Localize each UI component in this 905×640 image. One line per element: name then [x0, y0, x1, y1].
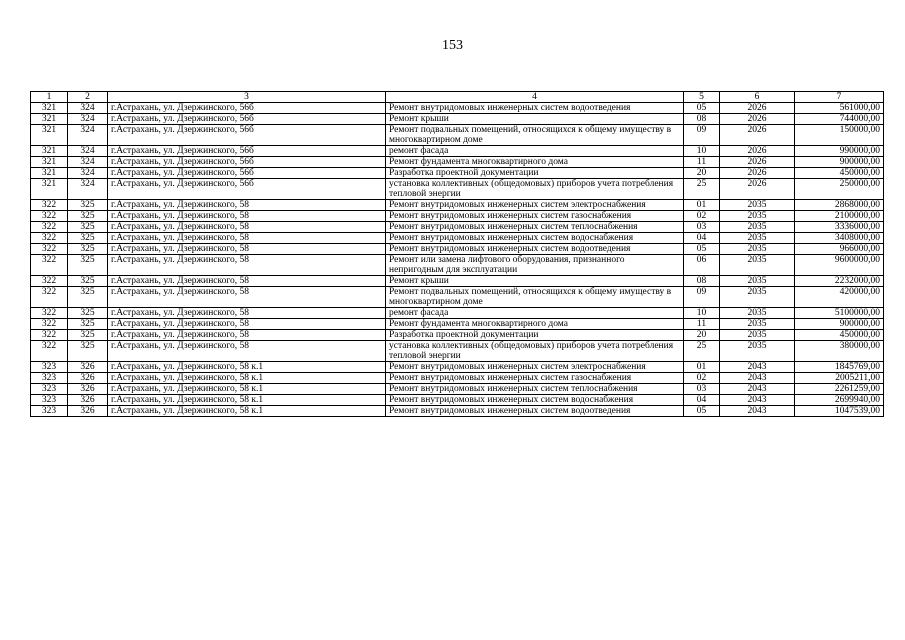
table-row — [31, 395, 884, 406]
row-index-cell: 321 — [31, 114, 68, 125]
table-row — [31, 276, 884, 287]
work-code-cell: 04 — [684, 395, 720, 406]
work-type-cell: Ремонт или замена лифтового оборудования, признанного непригодным для эксплуатации — [386, 255, 684, 276]
work-code-cell: 09 — [684, 287, 720, 308]
address-cell: г.Астрахань, ул. Дзержинского, 56б — [108, 146, 386, 157]
address-cell: г.Астрахань, ул. Дзержинского, 58 — [108, 287, 386, 308]
address-cell: г.Астрахань, ул. Дзержинского, 58 — [108, 233, 386, 244]
house-number-cell: 325 — [68, 341, 108, 362]
cost-cell: 450000,00 — [795, 168, 884, 179]
house-number-cell: 325 — [68, 233, 108, 244]
work-code-cell: 03 — [684, 384, 720, 395]
row-index-cell: 321 — [31, 168, 68, 179]
house-number-cell: 325 — [68, 255, 108, 276]
table-row — [31, 287, 884, 308]
work-code-cell: 25 — [684, 341, 720, 362]
table-row — [31, 406, 884, 417]
table-row — [31, 308, 884, 319]
address-cell: г.Астрахань, ул. Дзержинского, 58 — [108, 341, 386, 362]
house-number-cell: 325 — [68, 200, 108, 211]
year-cell: 2026 — [720, 114, 795, 125]
address-cell: г.Астрахань, ул. Дзержинского, 58 к.1 — [108, 362, 386, 373]
work-code-cell: 05 — [684, 103, 720, 114]
year-cell: 2035 — [720, 211, 795, 222]
year-cell: 2043 — [720, 395, 795, 406]
house-number-cell: 326 — [68, 406, 108, 417]
row-index-cell: 322 — [31, 200, 68, 211]
table-row — [31, 255, 884, 276]
year-cell: 2035 — [720, 330, 795, 341]
row-index-cell: 322 — [31, 330, 68, 341]
work-type-cell: Ремонт фундамента многоквартирного дома — [386, 157, 684, 168]
house-number-cell: 325 — [68, 308, 108, 319]
table-row — [31, 222, 884, 233]
year-cell: 2043 — [720, 384, 795, 395]
row-index-cell: 322 — [31, 308, 68, 319]
work-type-cell: установка коллективных (общедомовых) приборов учета потребления тепловой энергии — [386, 179, 684, 200]
address-cell: г.Астрахань, ул. Дзержинского, 58 к.1 — [108, 384, 386, 395]
year-cell: 2026 — [720, 146, 795, 157]
year-cell: 2035 — [720, 341, 795, 362]
address-cell: г.Астрахань, ул. Дзержинского, 58 — [108, 200, 386, 211]
work-code-cell: 05 — [684, 244, 720, 255]
table-row — [31, 125, 884, 146]
row-index-cell: 321 — [31, 103, 68, 114]
house-number-cell: 324 — [68, 157, 108, 168]
row-index-cell: 321 — [31, 146, 68, 157]
house-number-cell: 325 — [68, 330, 108, 341]
row-index-cell: 323 — [31, 406, 68, 417]
cost-cell: 420000,00 — [795, 287, 884, 308]
house-number-cell: 325 — [68, 319, 108, 330]
work-code-cell: 25 — [684, 179, 720, 200]
address-cell: г.Астрахань, ул. Дзержинского, 56б — [108, 114, 386, 125]
house-number-cell: 326 — [68, 373, 108, 384]
table-row — [31, 362, 884, 373]
address-cell: г.Астрахань, ул. Дзержинского, 58 — [108, 211, 386, 222]
work-type-cell: Ремонт внутридомовых инженерных систем электроснабжения — [386, 200, 684, 211]
work-type-cell: Ремонт внутридомовых инженерных систем газоснабжения — [386, 373, 684, 384]
work-code-cell: 11 — [684, 157, 720, 168]
work-code-cell: 04 — [684, 233, 720, 244]
year-cell: 2043 — [720, 373, 795, 384]
cost-cell: 450000,00 — [795, 330, 884, 341]
table-row — [31, 157, 884, 168]
address-cell: г.Астрахань, ул. Дзержинского, 58 — [108, 222, 386, 233]
address-cell: г.Астрахань, ул. Дзержинского, 58 — [108, 255, 386, 276]
address-cell: г.Астрахань, ул. Дзержинского, 56б — [108, 157, 386, 168]
work-type-cell: Ремонт фундамента многоквартирного дома — [386, 319, 684, 330]
cost-cell: 2005211,00 — [795, 373, 884, 384]
year-cell: 2026 — [720, 168, 795, 179]
row-index-cell: 321 — [31, 157, 68, 168]
cost-cell: 2699940,00 — [795, 395, 884, 406]
work-code-cell: 02 — [684, 373, 720, 384]
cost-cell: 2232000,00 — [795, 276, 884, 287]
work-code-cell: 09 — [684, 125, 720, 146]
column-header: 7 — [795, 92, 884, 103]
year-cell: 2035 — [720, 308, 795, 319]
row-index-cell: 323 — [31, 373, 68, 384]
cost-cell: 5100000,00 — [795, 308, 884, 319]
year-cell: 2035 — [720, 287, 795, 308]
house-number-cell: 324 — [68, 179, 108, 200]
work-type-cell: Ремонт внутридомовых инженерных систем электроснабжения — [386, 362, 684, 373]
row-index-cell: 322 — [31, 276, 68, 287]
row-index-cell: 323 — [31, 395, 68, 406]
house-number-cell: 325 — [68, 244, 108, 255]
year-cell: 2035 — [720, 233, 795, 244]
work-code-cell: 20 — [684, 330, 720, 341]
year-cell: 2043 — [720, 362, 795, 373]
work-type-cell: Ремонт внутридомовых инженерных систем водоотведения — [386, 406, 684, 417]
address-cell: г.Астрахань, ул. Дзержинского, 58 — [108, 308, 386, 319]
work-type-cell: Ремонт подвальных помещений, относящихся к общему имуществу в многоквартирном доме — [386, 125, 684, 146]
work-code-cell: 06 — [684, 255, 720, 276]
work-type-cell: Ремонт внутридомовых инженерных систем газоснабжения — [386, 211, 684, 222]
column-header: 2 — [68, 92, 108, 103]
house-number-cell: 326 — [68, 395, 108, 406]
header-row — [31, 92, 884, 103]
house-number-cell: 324 — [68, 125, 108, 146]
row-index-cell: 322 — [31, 222, 68, 233]
table-row — [31, 103, 884, 114]
address-cell: г.Астрахань, ул. Дзержинского, 58 к.1 — [108, 406, 386, 417]
year-cell: 2035 — [720, 276, 795, 287]
row-index-cell: 322 — [31, 341, 68, 362]
work-type-cell: Разработка проектной документации — [386, 168, 684, 179]
row-index-cell: 322 — [31, 211, 68, 222]
table-row — [31, 146, 884, 157]
address-cell: г.Астрахань, ул. Дзержинского, 56б — [108, 179, 386, 200]
cost-cell: 2868000,00 — [795, 200, 884, 211]
house-number-cell: 325 — [68, 222, 108, 233]
year-cell: 2035 — [720, 200, 795, 211]
year-cell: 2043 — [720, 406, 795, 417]
row-index-cell: 322 — [31, 255, 68, 276]
column-header: 4 — [386, 92, 684, 103]
year-cell: 2035 — [720, 255, 795, 276]
work-type-cell: Разработка проектной документации — [386, 330, 684, 341]
row-index-cell: 323 — [31, 362, 68, 373]
house-number-cell: 325 — [68, 287, 108, 308]
cost-cell: 1047539,00 — [795, 406, 884, 417]
row-index-cell: 322 — [31, 287, 68, 308]
address-cell: г.Астрахань, ул. Дзержинского, 58 — [108, 319, 386, 330]
row-index-cell: 321 — [31, 179, 68, 200]
table-row — [31, 211, 884, 222]
house-number-cell: 325 — [68, 211, 108, 222]
work-code-cell: 10 — [684, 308, 720, 319]
year-cell: 2026 — [720, 103, 795, 114]
work-code-cell: 01 — [684, 362, 720, 373]
work-type-cell: Ремонт внутридомовых инженерных систем водоотведения — [386, 244, 684, 255]
column-header: 1 — [31, 92, 68, 103]
cost-cell: 900000,00 — [795, 157, 884, 168]
address-cell: г.Астрахань, ул. Дзержинского, 58 — [108, 330, 386, 341]
table-row — [31, 233, 884, 244]
cost-cell: 380000,00 — [795, 341, 884, 362]
work-code-cell: 10 — [684, 146, 720, 157]
year-cell: 2026 — [720, 125, 795, 146]
address-cell: г.Астрахань, ул. Дзержинского, 56б — [108, 168, 386, 179]
work-type-cell: Ремонт внутридомовых инженерных систем водоотведения — [386, 103, 684, 114]
year-cell: 2026 — [720, 179, 795, 200]
work-type-cell: установка коллективных (общедомовых) приборов учета потребления тепловой энергии — [386, 341, 684, 362]
address-cell: г.Астрахань, ул. Дзержинского, 58 к.1 — [108, 373, 386, 384]
cost-cell: 9600000,00 — [795, 255, 884, 276]
table-row — [31, 330, 884, 341]
table-row — [31, 319, 884, 330]
table-row — [31, 373, 884, 384]
address-cell: г.Астрахань, ул. Дзержинского, 56б — [108, 103, 386, 114]
address-cell: г.Астрахань, ул. Дзержинского, 58 к.1 — [108, 395, 386, 406]
table-row — [31, 341, 884, 362]
row-index-cell: 322 — [31, 233, 68, 244]
cost-cell: 2100000,00 — [795, 211, 884, 222]
cost-cell: 744000,00 — [795, 114, 884, 125]
address-cell: г.Астрахань, ул. Дзержинского, 56б — [108, 125, 386, 146]
work-type-cell: Ремонт внутридомовых инженерных систем водоснабжения — [386, 395, 684, 406]
cost-cell: 1845769,00 — [795, 362, 884, 373]
column-header: 6 — [720, 92, 795, 103]
table-row — [31, 168, 884, 179]
house-number-cell: 326 — [68, 384, 108, 395]
work-type-cell: Ремонт крыши — [386, 114, 684, 125]
cost-cell: 150000,00 — [795, 125, 884, 146]
table-row — [31, 200, 884, 211]
cost-cell: 3336000,00 — [795, 222, 884, 233]
work-type-cell: Ремонт внутридомовых инженерных систем водоснабжения — [386, 233, 684, 244]
house-number-cell: 324 — [68, 168, 108, 179]
cost-cell: 3408000,00 — [795, 233, 884, 244]
cost-cell: 2261259,00 — [795, 384, 884, 395]
house-number-cell: 324 — [68, 146, 108, 157]
work-code-cell: 03 — [684, 222, 720, 233]
cost-cell: 561000,00 — [795, 103, 884, 114]
house-number-cell: 324 — [68, 114, 108, 125]
work-code-cell: 20 — [684, 168, 720, 179]
work-type-cell: Ремонт внутридомовых инженерных систем теплоснабжения — [386, 384, 684, 395]
year-cell: 2035 — [720, 222, 795, 233]
column-header: 3 — [108, 92, 386, 103]
address-cell: г.Астрахань, ул. Дзержинского, 58 — [108, 244, 386, 255]
row-index-cell: 321 — [31, 125, 68, 146]
cost-cell: 250000,00 — [795, 179, 884, 200]
address-cell: г.Астрахань, ул. Дзержинского, 58 — [108, 276, 386, 287]
column-header: 5 — [684, 92, 720, 103]
house-number-cell: 324 — [68, 103, 108, 114]
cost-cell: 900000,00 — [795, 319, 884, 330]
year-cell: 2035 — [720, 244, 795, 255]
year-cell: 2026 — [720, 157, 795, 168]
work-code-cell: 01 — [684, 200, 720, 211]
work-code-cell: 08 — [684, 276, 720, 287]
work-type-cell: ремонт фасада — [386, 146, 684, 157]
table-body — [31, 103, 884, 417]
work-code-cell: 05 — [684, 406, 720, 417]
cost-cell: 990000,00 — [795, 146, 884, 157]
row-index-cell: 323 — [31, 384, 68, 395]
work-type-cell: Ремонт подвальных помещений, относящихся к общему имуществу в многоквартирном доме — [386, 287, 684, 308]
work-type-cell: Ремонт внутридомовых инженерных систем теплоснабжения — [386, 222, 684, 233]
work-code-cell: 02 — [684, 211, 720, 222]
year-cell: 2035 — [720, 319, 795, 330]
table-row — [31, 384, 884, 395]
work-type-cell: Ремонт крыши — [386, 276, 684, 287]
house-number-cell: 326 — [68, 362, 108, 373]
row-index-cell: 322 — [31, 319, 68, 330]
table-row — [31, 244, 884, 255]
table-row — [31, 179, 884, 200]
table-row — [31, 114, 884, 125]
page-number: 153 — [442, 38, 463, 53]
repair-schedule-table — [30, 91, 884, 417]
work-code-cell: 08 — [684, 114, 720, 125]
cost-cell: 966000,00 — [795, 244, 884, 255]
work-code-cell: 11 — [684, 319, 720, 330]
work-type-cell: ремонт фасада — [386, 308, 684, 319]
house-number-cell: 325 — [68, 276, 108, 287]
row-index-cell: 322 — [31, 244, 68, 255]
